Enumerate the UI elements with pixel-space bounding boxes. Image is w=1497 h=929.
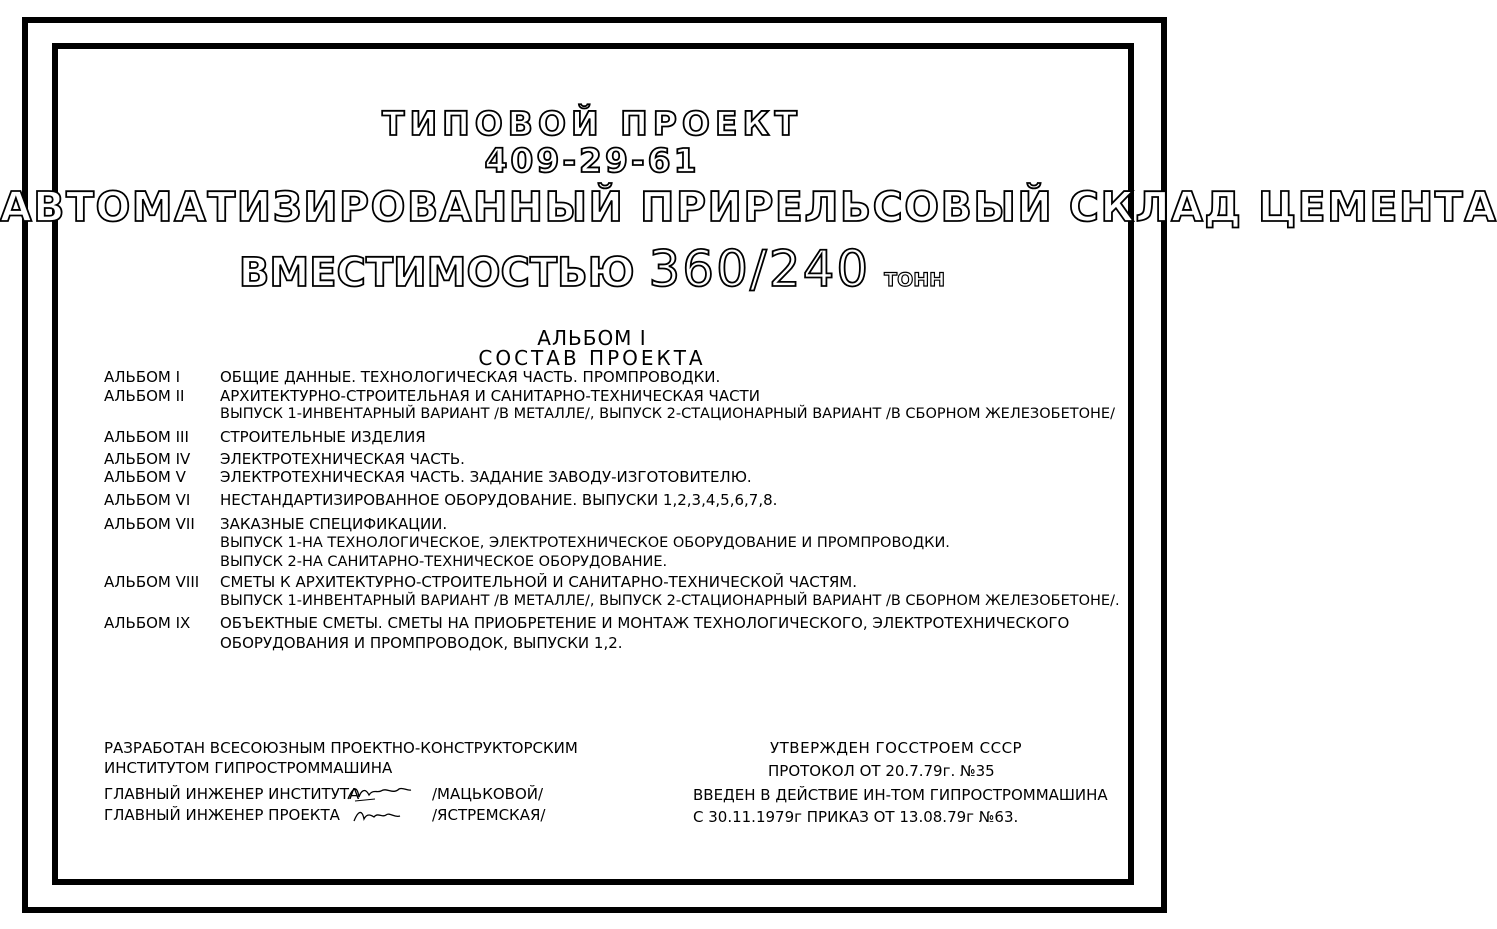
album-text-7-line-3: ВЫПУСК 2-НА САНИТАРНО-ТЕХНИЧЕСКОЕ ОБОРУДОВАНИЕ. — [220, 554, 668, 570]
approval-line-4: С 30.11.1979г ПРИКАЗ ОТ 13.08.79г №63. — [693, 808, 1019, 826]
album-text-2-line-2: ВЫПУСК 1-ИНВЕНТАРНЫЙ ВАРИАНТ /В МЕТАЛЛЕ/, ВЫПУСК 2-СТАЦИОНАРНЫЙ ВАРИАНТ /В СБОРНОМ ЖЕЛЕЗОБЕТОНЕ/ — [220, 406, 1115, 422]
album-label-2: АЛЬБОМ II — [104, 387, 185, 405]
contents-header: СОСТАВ ПРОЕКТА — [478, 346, 706, 370]
album-text-3-line-1: СТРОИТЕЛЬНЫЕ ИЗДЕЛИЯ — [220, 428, 426, 446]
album-label-8: АЛЬБОМ VIII — [104, 573, 200, 591]
title-capacity-unit: ТОНН — [884, 269, 946, 291]
album-text-8-line-2: ВЫПУСК 1-ИНВЕНТАРНЫЙ ВАРИАНТ /В МЕТАЛЛЕ/, ВЫПУСК 2-СТАЦИОНАРНЫЙ ВАРИАНТ /В СБОРНОМ ЖЕЛЕЗОБЕТОНЕ/. — [220, 593, 1120, 609]
title-project-number: 409-29-61 — [484, 141, 700, 180]
album-label-7: АЛЬБОМ VII — [104, 515, 195, 533]
approval-line-2: ПРОТОКОЛ ОТ 20.7.79г. №35 — [768, 762, 995, 780]
album-label-6: АЛЬБОМ VI — [104, 491, 191, 509]
album-text-9-line-1: ОБЪЕКТНЫЕ СМЕТЫ. СМЕТЫ НА ПРИОБРЕТЕНИЕ И МОНТАЖ ТЕХНОЛОГИЧЕСКОГО, ЭЛЕКТРОТЕХНИЧЕСКОГО — [220, 614, 1070, 632]
signature-project-icon — [352, 803, 407, 827]
album-text-6-line-1: НЕСТАНДАРТИЗИРОВАННОЕ ОБОРУДОВАНИЕ. ВЫПУСКИ 1,2,3,4,5,6,7,8. — [220, 491, 778, 509]
title-capacity-value: 360/240 — [648, 240, 871, 298]
title-capacity-line — [0, 240, 1184, 298]
developer-line-2: ИНСТИТУТОМ ГИПРОСТРОММАШИНА — [104, 759, 393, 777]
chief-engineer-institute-label: ГЛАВНЫЙ ИНЖЕНЕР ИНСТИТУТА — [104, 785, 360, 803]
album-label-1: АЛЬБОМ I — [104, 368, 181, 386]
approval-line-1: УТВЕРЖДЕН ГОССТРОЕМ СССР — [770, 739, 1023, 757]
album-header: АЛЬБОМ I — [537, 326, 647, 350]
album-text-5-line-1: ЭЛЕКТРОТЕХНИЧЕСКАЯ ЧАСТЬ. ЗАДАНИЕ ЗАВОДУ-ИЗГОТОВИТЕЛЮ. — [220, 468, 752, 486]
album-label-9: АЛЬБОМ IX — [104, 614, 191, 632]
album-label-4: АЛЬБОМ IV — [104, 450, 191, 468]
chief-engineer-institute-name: /МАЦЬКОВОЙ/ — [432, 785, 544, 803]
title-typical-project: ТИПОВОЙ ПРОЕКТ — [382, 104, 802, 143]
title-capacity-text: ВМЕСТИМОСТЬЮ — [238, 250, 635, 296]
developer-line-1: РАЗРАБОТАН ВСЕСОЮЗНЫМ ПРОЕКТНО-КОНСТРУКТОРСКИМ — [104, 739, 578, 757]
album-label-3: АЛЬБОМ III — [104, 428, 189, 446]
chief-engineer-project-label: ГЛАВНЫЙ ИНЖЕНЕР ПРОЕКТА — [104, 806, 340, 824]
album-text-7-line-1: ЗАКАЗНЫЕ СПЕЦИФИКАЦИИ. — [220, 515, 448, 533]
chief-engineer-project-name: /ЯСТРЕМСКАЯ/ — [432, 806, 546, 824]
approval-line-3: ВВЕДЕН В ДЕЙСТВИЕ ИН-ТОМ ГИПРОСТРОММАШИНА — [693, 786, 1108, 804]
album-text-1-line-1: ОБЩИЕ ДАННЫЕ. ТЕХНОЛОГИЧЕСКАЯ ЧАСТЬ. ПРОМПРОВОДКИ. — [220, 368, 721, 386]
album-text-2-line-1: АРХИТЕКТУРНО-СТРОИТЕЛЬНАЯ И САНИТАРНО-ТЕХНИЧЕСКАЯ ЧАСТИ — [220, 387, 760, 405]
album-text-4-line-1: ЭЛЕКТРОТЕХНИЧЕСКАЯ ЧАСТЬ. — [220, 450, 465, 468]
title-project-name: АВТОМАТИЗИРОВАННЫЙ ПРИРЕЛЬСОВЫЙ СКЛАД ЦЕМЕНТА — [0, 183, 1497, 231]
album-label-5: АЛЬБОМ V — [104, 468, 186, 486]
album-text-8-line-1: СМЕТЫ К АРХИТЕКТУРНО-СТРОИТЕЛЬНОЙ И САНИТАРНО-ТЕХНИЧЕСКОЙ ЧАСТЯМ. — [220, 573, 858, 591]
album-text-9-line-2: ОБОРУДОВАНИЯ И ПРОМПРОВОДОК, ВЫПУСКИ 1,2. — [220, 634, 623, 652]
album-text-7-line-2: ВЫПУСК 1-НА ТЕХНОЛОГИЧЕСКОЕ, ЭЛЕКТРОТЕХНИЧЕСКОЕ ОБОРУДОВАНИЕ И ПРОМПРОВОДКИ. — [220, 535, 950, 551]
